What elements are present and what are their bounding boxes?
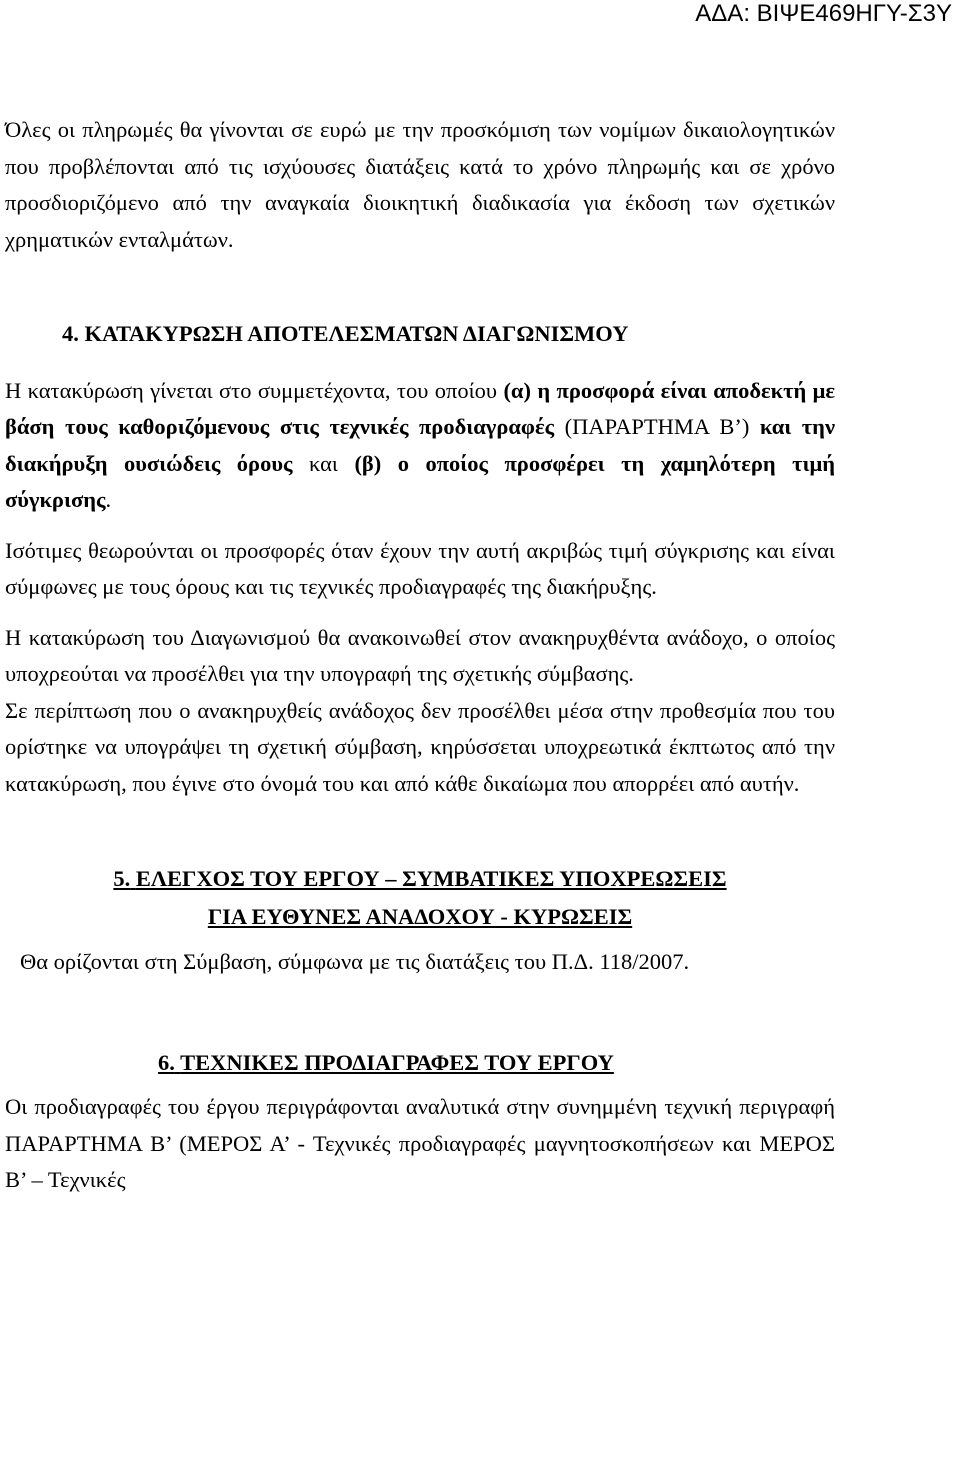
award-announcement-paragraph: Η κατακύρωση του Διαγωνισμού θα ανακοινωθεί στον ανακηρυχθέντα ανάδοχο, ο οποίος υποχρεούται να προσέλθει για την υπογραφή της σχετικής σύμβασης.: [5, 624, 835, 686]
section-4-title: ΚΑΤΑΚΥΡΩΣΗ ΑΠΟΤΕΛΕΣΜΑΤΩΝ ΔΙΑΓΩΝΙΣΜΟΥ: [84, 321, 629, 346]
section-4-heading: [5, 316, 835, 353]
section-6-title: ΤΕΧΝΙΚΕΣ ΠΡΟΔΙΑΓΡΑΦΕΣ ΤΟΥ ΕΡΓΟΥ: [180, 1049, 614, 1075]
section-6-paragraph: Οι προδιαγραφές του έργου περιγράφονται αναλυτικά στην συνημμένη τεχνική περιγραφή ΠΑΡΑΡΤΗΜΑ Β’ (ΜΕΡΟΣ Α’ - Τεχνικές προδιαγραφές μαγνητοσκοπήσεων και ΜΕΡΟΣ Β’ – Τεχνικές: [5, 1094, 835, 1192]
award-bold-1: (α) η προσφορά είναι αποδεκτή με βάση τους καθοριζόμενους στις τεχνικές προδιαγραφές: [5, 377, 835, 439]
section-5-title-line-1: ΕΛΕΓΧΟΣ ΤΟΥ ΕΡΓΟΥ – ΣΥΜΒΑΤΙΚΕΣ ΥΠΟΧΡΕΩΣΕΙΣ: [135, 866, 727, 891]
forfeiture-paragraph: Σε περίπτωση που ο ανακηρυχθείς ανάδοχος δεν προσέλθει μέσα στην προθεσμία που του ορίστηκε να υπογράψει τη σχετική σύμβαση, κηρύσσεται υποχρεωτικά έκπτωτος από την κατακύρωση, που έγινε στο όνομά του και από κάθε δικαίωμα που απορρέει από αυτήν.: [5, 697, 835, 796]
section-6-heading: [5, 1045, 835, 1082]
section-5-paragraph: Θα ορίζονται στη Σύμβαση, σύμφωνα με τις διατάξεις του Π.Δ. 118/2007.: [20, 949, 690, 974]
award-text-3: και: [292, 450, 355, 476]
section-6-number: 6.: [158, 1049, 175, 1075]
section-5-heading-line-2: ΓΙΑ ΕΥΘΥΝΕΣ ΑΝΑΔΟΧΟΥ - ΚΥΡΩΣΕΙΣ: [207, 904, 633, 929]
award-bold-2: και την διακήρυξη ουσιώδεις όρους: [5, 414, 835, 476]
award-text-2: (ΠΑΡΑΡΤΗΜΑ Β’): [554, 414, 760, 439]
document-page: [5, 112, 835, 1199]
award-text-1: Η κατακύρωση γίνεται στο συμμετέχοντα, του οποίου: [5, 377, 504, 403]
section-5-number: 5.: [113, 866, 131, 891]
award-bold-3: (β) ο οποίος προσφέρει τη χαμηλότερη τιμή σύγκρισης: [5, 450, 835, 512]
section-4-number: 4.: [62, 321, 79, 346]
equal-offers-paragraph: Ισότιμες θεωρούνται οι προσφορές όταν έχουν την αυτή ακριβώς τιμή σύγκρισης και είναι σύμφωνες με τους όρους και τις τεχνικές προδιαγραφές της διακήρυξης.: [5, 537, 835, 599]
section-5-heading: [5, 860, 835, 936]
document-ada-code: ΑΔΑ: ΒΙΨΕ469ΗΓΥ-Σ3Υ: [695, 0, 952, 27]
award-text-4: .: [105, 487, 112, 512]
award-criteria-paragraph: [5, 373, 835, 519]
section-5-heading-line-1: [5, 860, 835, 898]
payments-paragraph: Όλες οι πληρωμές θα γίνονται σε ευρώ με την προσκόμιση των νομίμων δικαιολογητικών που προβλέπονται από τις ισχύουσες διατάξεις κατά το χρόνο πληρωμής και σε χρόνο προσδιοριζόμενο από την αναγκαία διοικητική διαδικασία για έκδοση των σχετικών χρηματικών ενταλμάτων.: [5, 117, 835, 252]
